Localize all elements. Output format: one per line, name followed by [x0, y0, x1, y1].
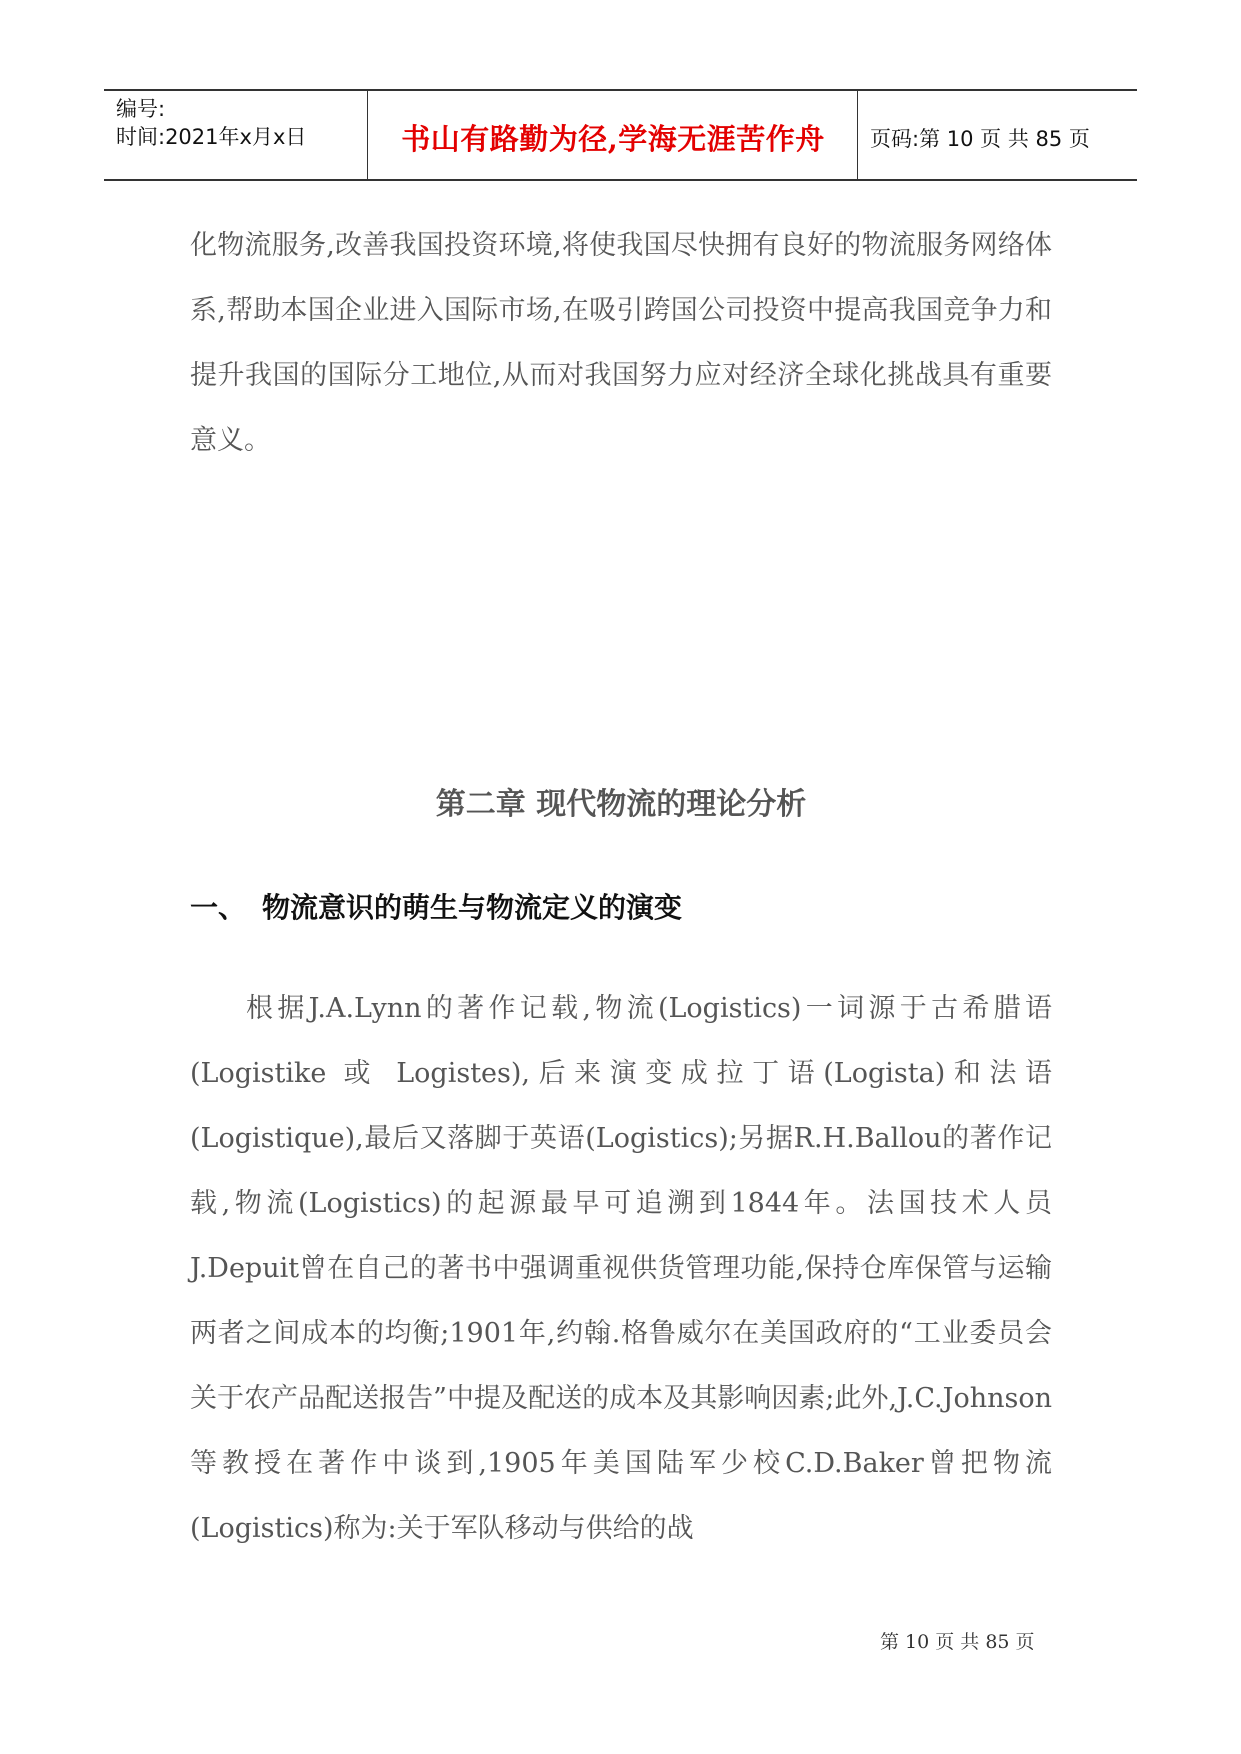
header-meta	[116, 95, 306, 151]
header-divider-left	[367, 91, 368, 179]
header-divider-right	[857, 91, 858, 179]
body-paragraph: 根据J.A.Lynn的著作记载,物流(Logistics)一词源于古希腊语(Logistike 或 Logistes),后来演变成拉丁语(Logista)和法语(Logistique),最后又落脚于英语(Logistics);另据R.H.Ballou的著作记载,物流(Logistics)的起源最早可追溯到1844年。法国技术人员 J.Depuit曾在自己的著书中强调重视供货管理功能,保持仓库保管与运输两者之间成本的均衡;1901年,约翰.格鲁威尔在美国政府的“工业委员会关于农产品配送报告”中提及配送的成本及其影响因素;此外,J.C.Johnson等教授在著作中谈到,1905年美国陆军少校C.D.Baker曾把物流(Logistics)称为:关于军队移动与供给的战	[190, 993, 1052, 1544]
header-motto: 书山有路勤为径,学海无涯苦作舟	[401, 122, 825, 156]
intro-paragraph: 化物流服务,改善我国投资环境,将使我国尽快拥有良好的物流服务网络体系,帮助本国企业进入国际市场,在吸引跨国公司投资中提高我国竞争力和提升我国的国际分工地位,从而对我国努力应对经济全球化挑战具有重要意义。	[190, 230, 1052, 456]
section-title: 物流意识的萌生与物流定义的演变	[262, 891, 683, 924]
page-footer: 第 10 页 共 85 页	[880, 1631, 1035, 1653]
date-label: 时间:2021年x月x日	[116, 125, 307, 149]
section-heading	[190, 886, 682, 926]
section-number: 一、	[190, 891, 247, 924]
page-header	[104, 89, 1137, 181]
chapter-title: 第二章 现代物流的理论分析	[435, 787, 807, 822]
serial-number-label: 编号:	[116, 97, 166, 121]
header-page-info: 页码:第 10 页 共 85 页	[870, 127, 1090, 151]
